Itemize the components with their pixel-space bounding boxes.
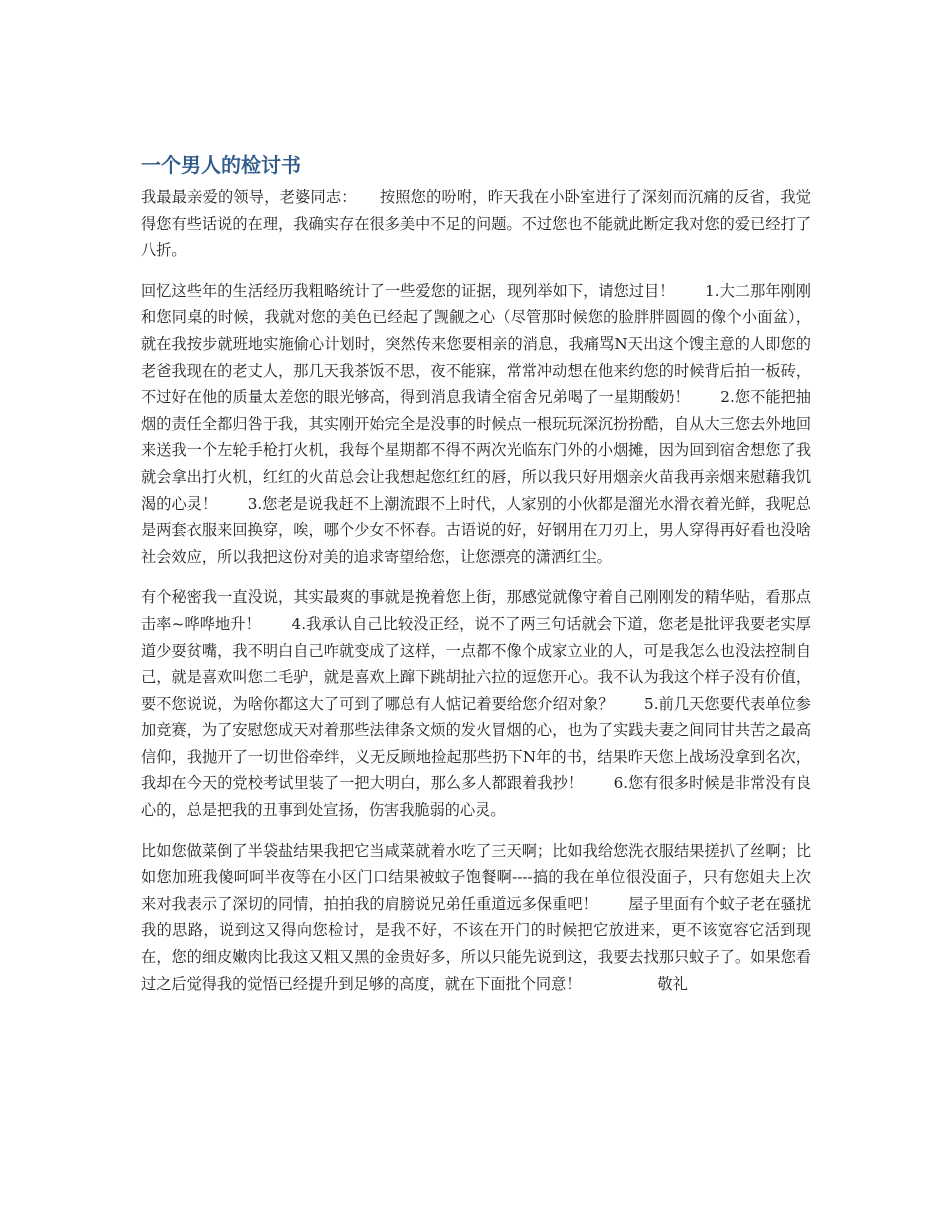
paragraph-1: 我最最亲爱的领导，老婆同志： 按照您的吩咐，昨天我在小卧室进行了深刻而沉痛的反省，我觉得您有些话说的在理，我确实存在很多美中不足的问题。不过您也不能就此断定我对您的爱已经打了八折。: [141, 188, 811, 260]
paragraph-3: 有个秘密我一直没说，其实最爽的事就是挽着您上街，那感觉就像守着自己刚刚发的精华贴，看那点击率~哗哗地升！ 4.我承认自己比较没正经，说不了两三句话就会下道，您老是批评我要老实厚道少耍贫嘴，我不明白自己咋就变成了这样，一点都不像个成家立业的人，可是我怎么也没法控制自己，就是喜欢叫您二毛驴，就是喜欢上蹿下跳胡扯六拉的逗您开心。我不认为我这个样子没有价值，要不您说说，为啥你都这大了可到了哪总有人惦记着要给您介绍对象？ 5.前几天您要代表单位参加竞赛，为了安慰您成天对着那些法律条文烦的发火冒烟的心，也为了实践夫妻之间同甘共苦之最高信仰，我抛开了一切世俗牵绊，义无反顾地捡起那些扔下N年的书，结果昨天您上战场没拿到名次，我却在今天的党校考试里装了一把大明白，那么多人都跟着我抄！ 6.您有很多时候是非常没有良心的，总是把我的丑事到处宣扬，伤害我脆弱的心灵。: [141, 588, 811, 820]
paragraph-4: 比如您做菜倒了半袋盐结果我把它当咸菜就着水吃了三天啊；比如我给您洗衣服结果搓扒了丝啊；比如您加班我傻呵呵半夜等在小区门口结果被蚊子饱餐啊----搞的我在单位很没面子，只有您姐夫上次来对我表示了深切的同情，拍拍我的肩膀说兄弟任重道远多保重吧！ 屋子里面有个蚊子老在骚扰我的思路，说到这又得向您检讨，是我不好，不该在开门的时候把它放进来，更不该宽容它活到现在，您的细皮嫩肉比我这又粗又黑的金贵好多，所以只能先说到这，我要去找那只蚊子了。如果您看过之后觉得我的觉悟已经提升到足够的高度，就在下面批个同意！ 敬礼: [141, 841, 811, 993]
document-title: 一个男人的检讨书: [141, 153, 301, 177]
document-page: [141, 150, 811, 1011]
paragraph-2: 回忆这些年的生活经历我粗略统计了一些爱您的证据，现列举如下，请您过目！ 1.大二那年刚刚和您同桌的时候，我就对您的美色已经起了觊觎之心（尽管那时候您的脸胖胖圆圆的像个小面盆），就在我按步就班地实施偷心计划时，突然传来您要相亲的消息，我痛骂N天出这个馊主意的人即您的老爸我现在的老丈人，那几天我茶饭不思，夜不能寐，常常冲动想在他来约您的时候背后拍一板砖，不过好在他的质量太差您的眼光够高，得到消息我请全宿舍兄弟喝了一星期酸奶！ 2.您不能把抽烟的责任全都归咎于我，其实刚开始完全是没事的时候点一根玩玩深沉扮扮酷，自从大三您去外地回来送我一个左轮手枪打火机，我每个星期都不得不两次光临东门外的小烟摊，因为回到宿舍想您了我就会拿出打火机，红红的火苗总会让我想起您红红的唇，所以我只好用烟亲火苗我再亲烟来慰藉我饥渴的心灵！ 3.您老是说我赶不上潮流跟不上时代，人家别的小伙都是溜光水滑衣着光鲜，我呢总是两套衣服来回换穿，唉，哪个少女不怀春。古语说的好，好钢用在刀刃上，男人穿得再好看也没啥社会效应，所以我把这份对美的追求寄望给您，让您漂亮的潇洒红尘。: [141, 281, 811, 566]
